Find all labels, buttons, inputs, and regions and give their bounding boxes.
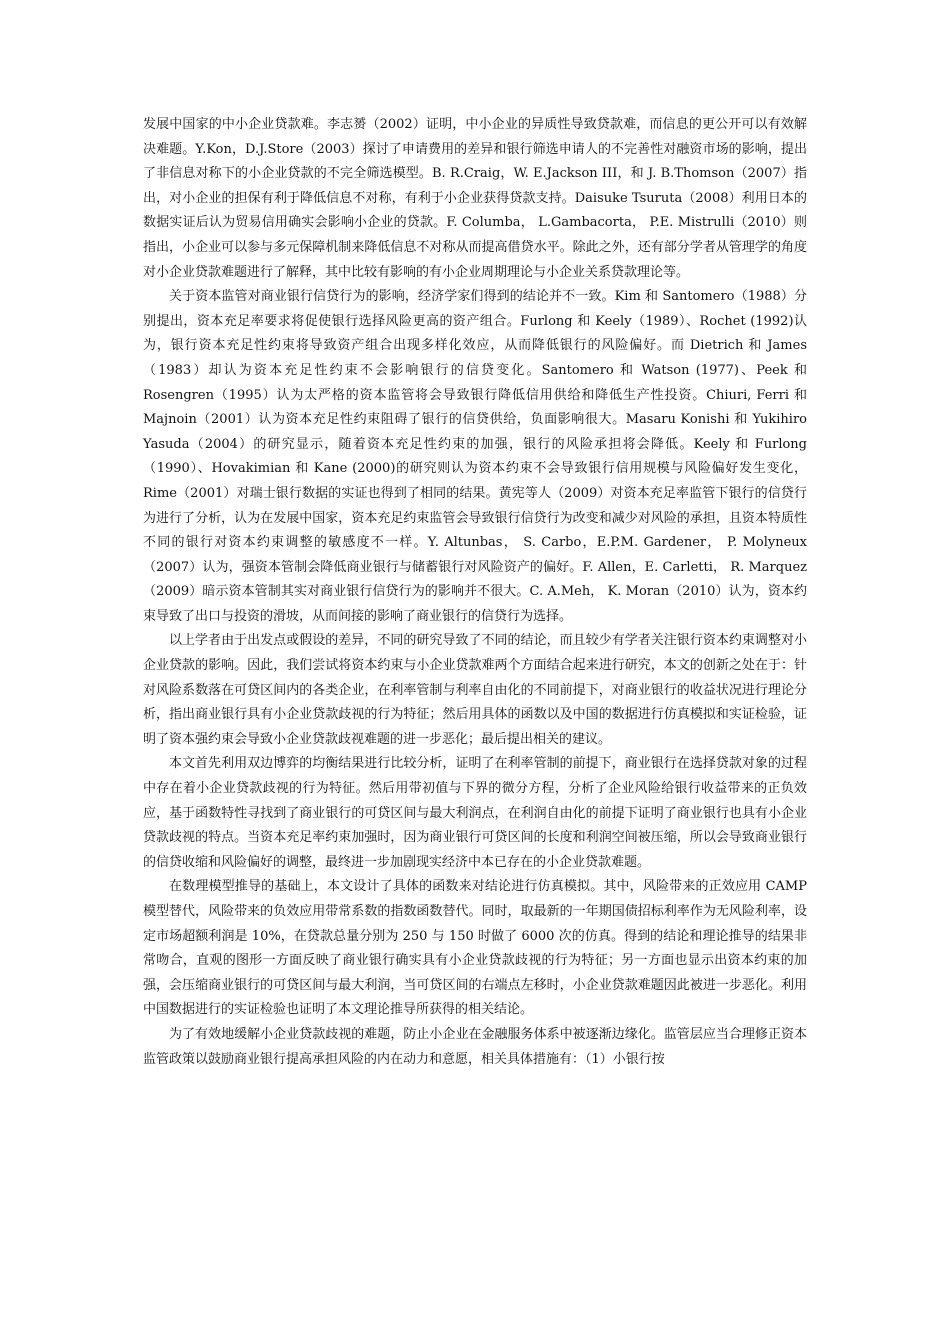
- paragraph-policy-recommendations: 为了有效地缓解小企业贷款歧视的难题，防止小企业在金融服务体系中被逐渐边缘化。监管层应当合理修正资本监管政策以鼓励商业银行提高承担风险的内在动力和意愿，相关具体措施有：（1）小银行按: [143, 1026, 807, 1067]
- paragraph-method-summary: 本文首先利用双边博弈的均衡结果进行比较分析，证明了在利率管制的前提下，商业银行在选择贷款对象的过程中存在着小企业贷款歧视的行为特征。然后用带初值与下界的微分方程，分析了企业风险给银行收益带来的正负效应，基于函数特性寻找到了商业银行的可贷区间与最大利润点，在利润自由化的前提下证明了商业银行也具有小企业贷款歧视的特点。当资本充足率约束加强时，因为商业银行可贷区间的长度和利润空间被压缩，所以会导致商业银行的信贷收缩和风险偏好的调整，最终进一步加剧现实经济中本已存在的小企业贷款难题。: [143, 756, 807, 870]
- paragraph-innovation: 以上学者由于出发点或假设的差异，不同的研究导致了不同的结论，而且较少有学者关注银行资本约束调整对小企业贷款的影响。因此，我们尝试将资本约束与小企业贷款难两个方面结合起来进行研究，本文的创新之处在于：针对风险系数落在可贷区间内的各类企业，在利率管制与利率自由化的不同前提下，对商业银行的收益状况进行理论分析，指出商业银行具有小企业贷款歧视的行为特征；然后用具体的函数以及中国的数据进行仿真模拟和实证检验，证明了资本强约束会导致小企业贷款歧视难题的进一步恶化；最后提出相关的建议。: [143, 633, 807, 747]
- paragraph-simulation-summary: 在数理模型推导的基础上，本文设计了具体的函数来对结论进行仿真模拟。其中，风险带来的正效应用 CAMP 模型替代，风险带来的负效应用带常系数的指数函数替代。同时，取最新的一年期国债招标利率作为无风险利率，设定市场超额利润是 10%，在贷款总量分别为 250 与 150 时做了 6000 次的仿真。得到的结论和理论推导的结果非常吻合，直观的图形一方面反映了商业银行确实具有小企业贷款歧视的行为特征；另一方面也显示出资本约束的加强，会压缩商业银行的可贷区间与最大利润，当可贷区间的右端点左移时，小企业贷款难题因此被进一步恶化。利用中国数据进行的实证检验也证明了本文理论推导所获得的相关结论。: [143, 879, 807, 1018]
- paragraph-sme-lending-literature: 发展中国家的中小企业贷款难。李志赟（2002）证明，中小企业的异质性导致贷款难，而信息的更公开可以有效解决难题。Y.Kon，D.J.Store（2003）探讨了申请费用的差异和银行筛选申请人的不完善性对融资市场的影响，提出了非信息对称下的小企业贷款的不完全筛选模型。B. R.Craig，W. E.Jackson III，和 J. B.Thomson（2007）指出，对小企业的担保有利于降低信息不对称，有利于小企业获得贷款支持。Daisuke Tsuruta（2008）利用日本的数据实证后认为贸易信用确实会影响小企业的贷款。F. Columba， L.Gambacorta， P.E. Mistrulli（2010）则指出，小企业可以参与多元保障机制来降低信息不对称从而提高借贷水平。除此之外，还有部分学者从管理学的角度对小企业贷款难题进行了解释，其中比较有影响的有小企业周期理论与小企业关系贷款理论等。: [143, 117, 807, 280]
- document-body: [143, 113, 807, 1072]
- paragraph-capital-regulation-literature: 关于资本监管对商业银行信贷行为的影响，经济学家们得到的结论并不一致。Kim 和 Santomero（1988）分别提出，资本充足率要求将促使银行选择风险更高的资产组合。Furlong 和 Keely（1989）、Rochet (1992)认为，银行资本充足性约束将导致资产组合出现多样化效应，从而降低银行的风险偏好。而 Dietrich 和 James（1983）却认为资本充足性约束不会影响银行的信贷变化。Santomero 和 Watson (1977)、Peek 和 Rosengren（1995）认为太严格的资本监管将会导致银行降低信用供给和降低生产性投资。Chiuri, Ferri 和 Majnoin（2001）认为资本充足性约束阻碍了银行的信贷供给，负面影响很大。Masaru Konishi 和 Yukihiro Yasuda（2004）的研究显示，随着资本充足性约束的加强，银行的风险承担将会降低。Keely 和 Furlong （1990）、Hovakimian 和 Kane (2000)的研究则认为资本约束不会导致银行信用规模与风险偏好发生变化，Rime（2001）对瑞士银行数据的实证也得到了相同的结果。黄宪等人（2009）对资本充足率监管下银行的信贷行为进行了分析，认为在发展中国家，资本充足约束监管会导致银行信贷行为改变和减少对风险的承担，且资本特质性不同的银行对资本约束调整的敏感度不一样。Y. Altunbas， S. Carbo，E.P.M. Gardener， P. Molyneux（2007）认为，强资本管制会降低商业银行与储蓄银行对风险资产的偏好。F. Allen，E. Carletti， R. Marquez（2009）暗示资本管制其实对商业银行信贷行为的影响并不很大。C. A.Meh， K. Moran（2010）认为，资本约束导致了出口与投资的滑坡，从而间接的影响了商业银行的信贷行为选择。: [143, 289, 807, 624]
